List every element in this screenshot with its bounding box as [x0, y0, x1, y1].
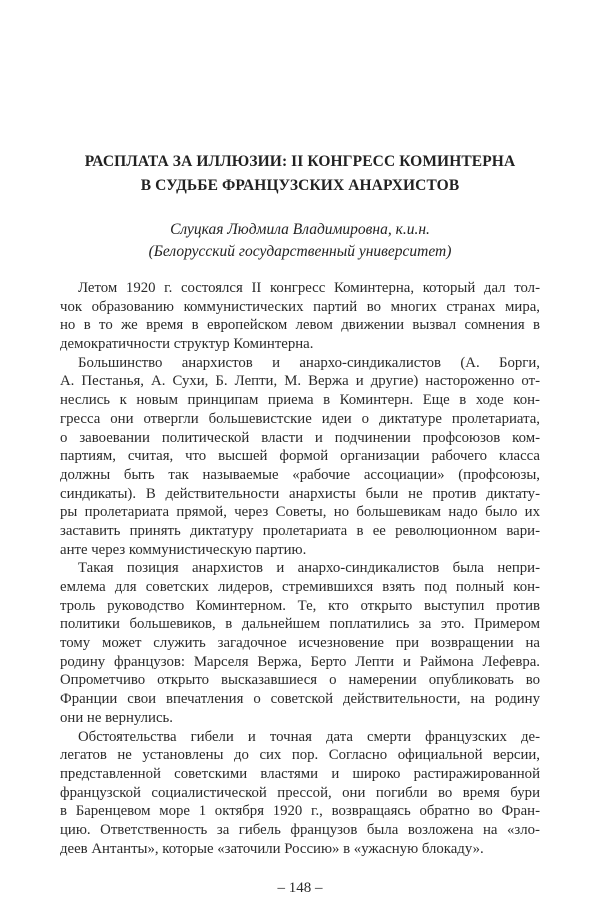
- text-line: цию. Ответственность за гибель французов была возложена на «зло-: [60, 821, 540, 838]
- text-line: политики большевиков, в дальнейшем поплатились за это. Примером: [60, 616, 540, 633]
- text-line: анте через коммунистическую партию.: [60, 541, 307, 558]
- text-line: гресса они отвергли большевистские идеи о диктатуре пролетариата,: [60, 410, 540, 427]
- author-affiliation: (Белорусский государственный университет): [148, 243, 452, 260]
- author-block: [0, 219, 600, 263]
- author-line: [0, 219, 600, 241]
- text-line: партиям, считая, что высшей формой организации рабочего класса: [60, 448, 540, 465]
- title-line-2: В СУДЬБЕ ФРАНЦУЗСКИХ АНАРХИСТОВ: [140, 177, 460, 194]
- text-line: Летом 1920 г. состоялся II конгресс Коминтерна, который дал тол-: [78, 280, 540, 296]
- text-line: Обстоятельства гибели и точная дата смерти французских де-: [78, 728, 540, 745]
- text-line: чок образованию коммунистических партий во многих странах мира,: [60, 298, 540, 315]
- text-line: тому может служить загадочное исчезновение при возвращении на: [60, 635, 540, 652]
- text-line: в Баренцевом море 1 октября 1920 г., возвращаясь обратно во Фран-: [60, 803, 540, 820]
- text-line: легатов не установлены до сих пор. Согласно официальной версии,: [60, 747, 540, 764]
- text-line: синдикаты). В действительности анархисты были не против диктату-: [60, 485, 540, 502]
- text-line: заставить принять диктатуру пролетариата в ее революционном вари-: [60, 522, 540, 539]
- text-line: они не вернулись.: [60, 709, 173, 726]
- author-degree: к.и.н.: [391, 221, 430, 238]
- text-line: неслись к новым принципам приема в Коминтерн. Еще в ходе кон-: [60, 392, 540, 409]
- text-line: о завоевании политической власти и подчинении профсоюзов ком-: [60, 429, 540, 446]
- title-line-1: РАСПЛАТА ЗА ИЛЛЮЗИИ: II КОНГРЕСС КОМИНТЕРНА: [84, 153, 516, 170]
- text-line: Франции свои впечатления о советской действительности, на родину: [60, 691, 540, 708]
- article-body: [60, 279, 540, 858]
- text-line: троль руководство Коминтерном. Те, кто открыто выступил против: [60, 597, 540, 614]
- article-title: [0, 150, 600, 198]
- author-name: Слуцкая Людмила Владимировна,: [170, 221, 392, 238]
- text-line: Большинство анархистов и анархо-синдикалистов (А. Борги,: [78, 354, 540, 371]
- text-line: емлема для советских лидеров, стремившихся взять под полный кон-: [60, 579, 540, 595]
- text-line: ры пролетариата прямой, через Советы, но большевикам надо было их: [60, 504, 540, 521]
- text-line: должны быть так называемые «рабочие ассоциации» (профсоюзы,: [60, 466, 540, 483]
- page-number: – 148 –: [277, 880, 323, 896]
- text-line: А. Пестанья, А. Сухи, Б. Лепти, М. Вержа и другие) настороженно от-: [60, 373, 540, 390]
- text-line: Опрометчиво открыто высказавшиеся о намерении опубликовать во: [60, 672, 540, 689]
- text-line: представленной советскими властями и широко растиражированной: [60, 765, 540, 782]
- text-line: демократичности структур Коминтерна.: [60, 336, 314, 353]
- text-line: французской социалистической прессой, они погибли во время бури: [60, 784, 540, 801]
- text-line: Такая позиция анархистов и анархо-синдикалистов была непри-: [78, 560, 540, 577]
- text-line: деев Антанты», которые «заточили Россию» в «ужасную блокаду».: [60, 840, 484, 857]
- text-line: родину французов: Марселя Вержа, Берто Лепти и Раймона Лефевра.: [60, 653, 540, 670]
- text-line: но в то же время в европейском левом движении вызвал сомнения в: [60, 317, 540, 334]
